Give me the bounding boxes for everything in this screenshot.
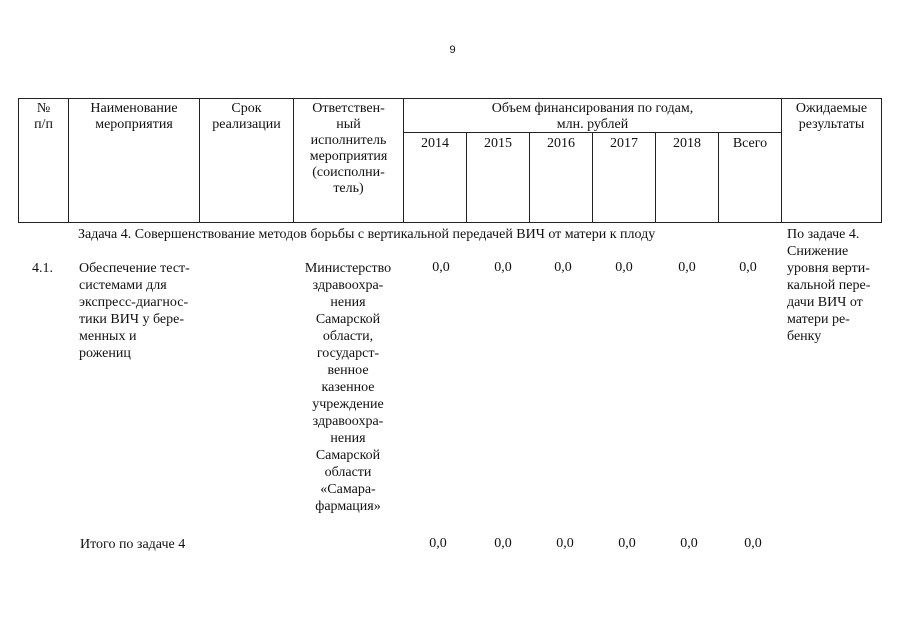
total-label: Итого по задаче 4 bbox=[80, 537, 186, 552]
row-value: 0,0 bbox=[739, 260, 757, 275]
page-number: 9 bbox=[449, 44, 456, 56]
header-name: Наименование мероприятия bbox=[90, 101, 178, 132]
header-results: Ожидаемые результаты bbox=[795, 101, 868, 132]
header-year: 2015 bbox=[484, 136, 512, 151]
header-year: 2016 bbox=[547, 136, 575, 151]
total-value: 0,0 bbox=[744, 536, 762, 551]
task-result: По задаче 4. Снижение уровня верти- кальной пере- дачи ВИЧ от матери ре- бенку bbox=[787, 227, 871, 344]
row-value: 0,0 bbox=[432, 260, 450, 275]
total-value: 0,0 bbox=[429, 536, 447, 551]
header-year: 2017 bbox=[610, 136, 638, 151]
row-value: 0,0 bbox=[554, 260, 572, 275]
row-executor: Министерство здравоохра- нения Самарской области, государст- венное казенное учреждение здравоохра- нения Самарской области «Самара- фармация» bbox=[304, 261, 392, 514]
row-name: Обеспечение тест- системами для экспресс-диагнос- тики ВИЧ у бере- менных и рожениц bbox=[79, 261, 190, 361]
row-value: 0,0 bbox=[615, 260, 633, 275]
total-value: 0,0 bbox=[556, 536, 574, 551]
row-value: 0,0 bbox=[678, 260, 696, 275]
header-term: Срок реализации bbox=[212, 101, 281, 132]
header-num: № п/п bbox=[34, 101, 53, 132]
col-border bbox=[881, 98, 882, 223]
header-year: 2014 bbox=[421, 136, 449, 151]
total-value: 0,0 bbox=[494, 536, 512, 551]
table-bottom-border bbox=[18, 222, 882, 223]
total-value: 0,0 bbox=[680, 536, 698, 551]
row-value: 0,0 bbox=[494, 260, 512, 275]
header-total: Всего bbox=[732, 136, 768, 151]
table-top-border bbox=[18, 98, 882, 99]
row-number: 4.1. bbox=[32, 261, 53, 276]
header-year: 2018 bbox=[673, 136, 701, 151]
task-title: Задача 4. Совершенствование методов борьбы с вертикальной передачей ВИЧ от матери к плоду bbox=[78, 227, 656, 242]
total-value: 0,0 bbox=[618, 536, 636, 551]
header-executor: Ответствен- ный исполнитель мероприятия (соисполни- тель) bbox=[309, 101, 388, 196]
header-funding: Объем финансирования по годам, млн. рублей bbox=[491, 101, 694, 132]
